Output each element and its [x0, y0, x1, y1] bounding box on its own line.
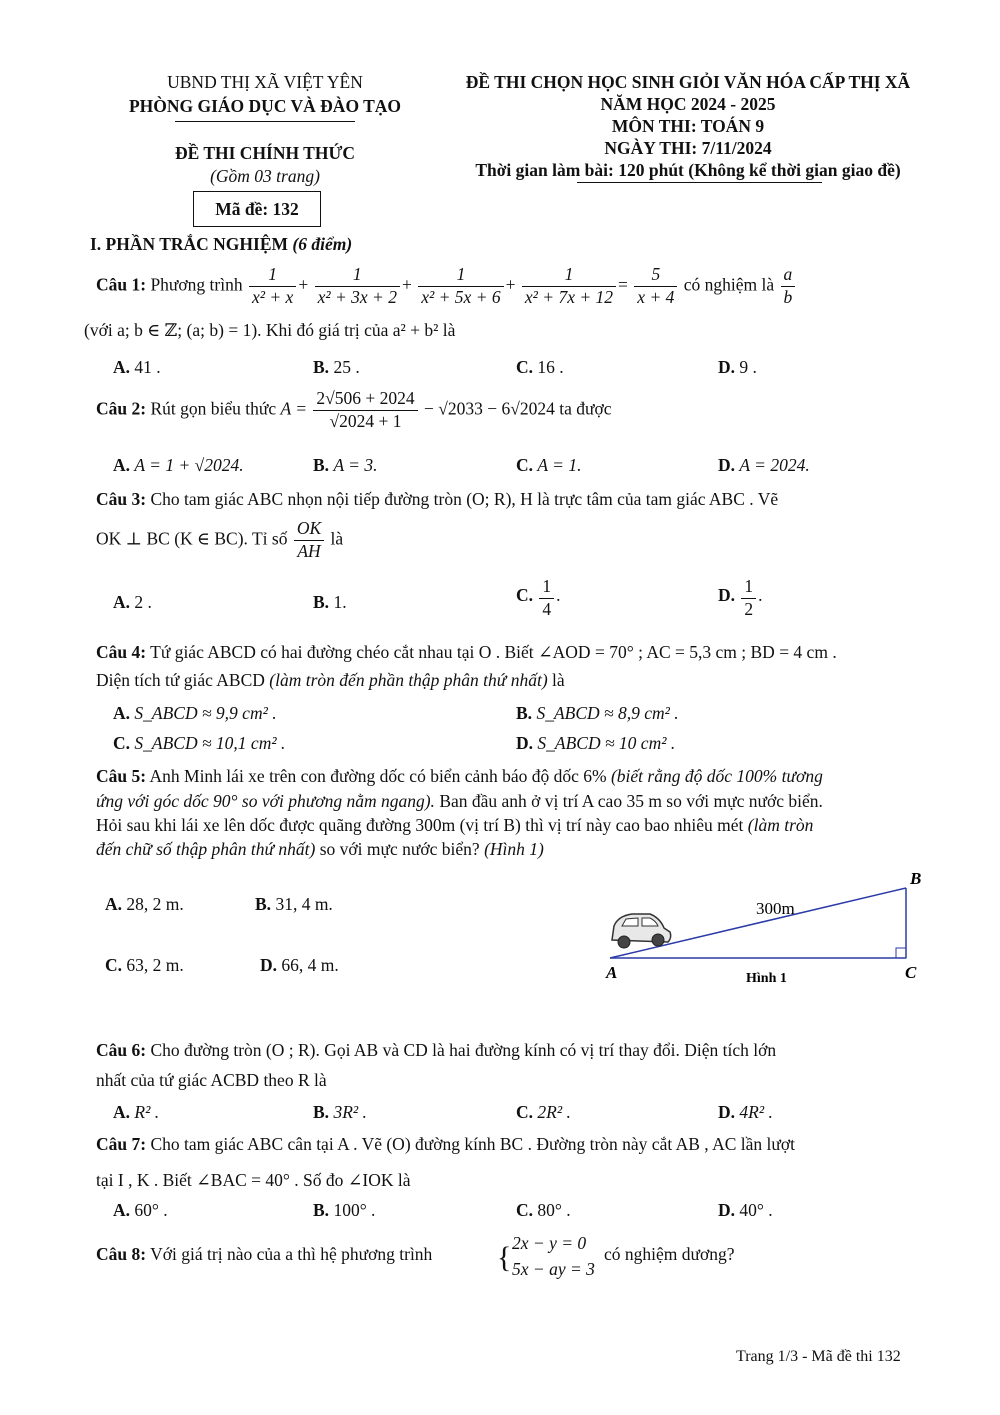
exam-code-box: Mã đề: 132 — [193, 191, 321, 227]
q3-option-c[interactable]: C. $\frac{1}{4}$ . — [516, 576, 561, 619]
q4-option-c[interactable]: C. S_ABCD ≈ 10,1 cm² . — [113, 733, 286, 753]
q6-option-d[interactable]: D. 4R² . — [718, 1102, 773, 1122]
q4-option-d[interactable]: D. S_ABCD ≈ 10 cm² . — [516, 733, 676, 753]
q1-option-c[interactable]: C. 16 . — [516, 357, 564, 377]
question-6: Câu 6: Cho đường tròn (O ; R). Gọi AB và CD là hai đường kính có vị trí thay đổi. Diện tích lớn — [96, 1040, 777, 1060]
header-left-underline — [175, 121, 355, 122]
figure-label-a: A — [606, 963, 618, 982]
q2-option-c[interactable]: C. A = 1. — [516, 455, 582, 475]
q1-term2: $\frac{1}{\text{x² + 3x + 2}}$ — [315, 264, 400, 309]
q3-option-b[interactable]: B. 1. — [313, 592, 347, 612]
q2-option-d[interactable]: D. A = 2024. — [718, 455, 810, 475]
page-footer: Trang 1/3 - Mã đề thi 132 — [736, 1348, 901, 1365]
q1-option-b[interactable]: B. 25 . — [313, 357, 360, 377]
section-title: I. PHẦN TRẮC NGHIỆM (6 điểm) — [90, 234, 353, 254]
q6-option-a[interactable]: A. R² . — [113, 1102, 160, 1122]
q1-line2: (với a; b ∈ ℤ; (a; b) = 1). Khi đó giá trị của a² + b² là — [84, 320, 456, 340]
system-brace: { — [497, 1241, 512, 1274]
figure-caption: Hình 1 — [746, 971, 787, 986]
q1-term1: $\frac{1}{\text{x² + x}}$ — [249, 264, 296, 309]
header-right-line2: NĂM HỌC 2024 - 2025 — [600, 94, 776, 114]
header-left-line2: PHÒNG GIÁO DỤC VÀ ĐÀO TẠO — [128, 96, 402, 116]
header-right-line5: Thời gian làm bài: 120 phút (Không kể thời gian giao đề) — [475, 160, 901, 180]
figure-label-c: C — [905, 963, 917, 982]
question-4: Câu 4: Tứ giác ABCD có hai đường chéo cắt nhau tại O . Biết ∠AOD = 70° ; AC = 5,3 cm ; BD = 4 cm . — [96, 642, 837, 662]
q7-option-a[interactable]: A. 60° . — [113, 1200, 168, 1220]
official-label: ĐỀ THI CHÍNH THỨC — [174, 143, 356, 163]
q5-option-c[interactable]: C. 63, 2 m. — [105, 955, 184, 975]
question-3: Câu 3: Cho tam giác ABC nhọn nội tiếp đường tròn (O; R), H là trực tâm của tam giác ABC . Vẽ — [96, 489, 779, 509]
question-5: Câu 5: Anh Minh lái xe trên con đường dốc có biển cảnh báo độ dốc 6% (biết rằng độ dốc 100% tương — [96, 766, 823, 786]
q5-option-a[interactable]: A. 28, 2 m. — [105, 894, 184, 914]
pages-note: (Gồm 03 trang) — [210, 166, 320, 186]
q3-option-d[interactable]: D. $\frac{1}{2}$ . — [718, 576, 763, 619]
car-icon — [612, 914, 671, 948]
question-1: Câu 1: Phương trình $\frac{1}{\text{x² + x}}$ + $\frac{1}{\text{x² + 3x + 2}}$ + $\frac{1}{\text{x² + 5x + 6}}$ + $\frac{1}{\text{x² + 7x + 12}}$ = $\frac{5}{x + 4}$ có nghiệm là $\frac{a}{b}$ — [96, 264, 936, 309]
q1-term4: $\frac{1}{\text{x² + 7x + 12}}$ — [522, 264, 616, 309]
question-8: Câu 8: Với giá trị nào của a thì hệ phương trình — [96, 1244, 433, 1264]
q4-option-a[interactable]: A. S_ABCD ≈ 9,9 cm² . — [113, 703, 277, 723]
q7-option-b[interactable]: B. 100° . — [313, 1200, 376, 1220]
q3-line2: OK ⊥ BC (K ∈ BC). Tỉ số $\frac{OK}{AH}$ là — [96, 518, 344, 561]
equation-1: 2x − y = 0 — [512, 1233, 587, 1253]
q1-option-a[interactable]: A. 41 . — [113, 357, 161, 377]
q6-option-b[interactable]: B. 3R² . — [313, 1102, 367, 1122]
q5-option-d[interactable]: D. 66, 4 m. — [260, 955, 339, 975]
equation-2: 5x − ay = 3 — [512, 1259, 595, 1279]
q7-option-c[interactable]: C. 80° . — [516, 1200, 571, 1220]
q8-tail: có nghiệm dương? — [604, 1244, 735, 1264]
right-angle-marker — [896, 948, 906, 958]
q1-term3: $\frac{1}{\text{x² + 5x + 6}}$ — [418, 264, 503, 309]
q1-answer-frac: $\frac{a}{b}$ — [781, 264, 796, 309]
q6-option-c[interactable]: C. 2R² . — [516, 1102, 571, 1122]
q7-option-d[interactable]: D. 40° . — [718, 1200, 773, 1220]
q3-option-a[interactable]: A. 2 . — [113, 592, 152, 612]
q5-line2: ứng với góc dốc 90° so với phương nằm ngang). Ban đầu anh ở vị trí A cao 35 m so với mực nước biển. — [96, 791, 823, 811]
q7-line2: tại I , K . Biết ∠BAC = 40° . Số đo ∠IOK là — [96, 1170, 411, 1190]
q5-line4: đến chữ số thập phân thứ nhất) so với mực nước biển? (Hình 1) — [96, 839, 544, 859]
header-right-line4: NGÀY THI: 7/11/2024 — [604, 138, 772, 158]
q5-line3: Hỏi sau khi lái xe lên dốc được quãng đường 300m (vị trí B) thì vị trí này cao bao nhiêu mét (làm tròn — [96, 815, 814, 835]
q2-fraction: $\frac{2√506 + 2024}{√2024 + 1}$ — [313, 388, 417, 433]
header-right-underline — [577, 182, 822, 183]
q6-line2: nhất của tứ giác ACBD theo R là — [96, 1070, 327, 1090]
q2-option-b[interactable]: B. A = 3. — [313, 455, 378, 475]
figure-distance-label: 300m — [756, 899, 795, 918]
question-2: Câu 2: Rút gọn biểu thức A = $\frac{2√506 + 2024}{√2024 + 1}$ − √2033 − 6√2024 ta được — [96, 388, 612, 431]
header-right-line3: MÔN THI: TOÁN 9 — [611, 116, 765, 136]
q2-option-a[interactable]: A. A = 1 + √2024. — [113, 455, 244, 475]
q4-option-b[interactable]: B. S_ABCD ≈ 8,9 cm² . — [516, 703, 679, 723]
question-7: Câu 7: Cho tam giác ABC cân tại A . Vẽ (O) đường kính BC . Đường tròn này cắt AB , AC lần lượt — [96, 1134, 795, 1154]
q4-line2: Diện tích tứ giác ABCD (làm tròn đến phần thập phân thứ nhất) là — [96, 670, 565, 690]
header-left-line1: UBND THỊ XÃ VIỆT YÊN — [167, 72, 363, 92]
header-right-line1: ĐỀ THI CHỌN HỌC SINH GIỎI VĂN HÓA CẤP THỊ XÃ — [465, 72, 911, 92]
figure-1-slope — [598, 862, 938, 992]
q1-option-d[interactable]: D. 9 . — [718, 357, 757, 377]
q3-ratio: $\frac{OK}{AH}$ — [294, 518, 324, 563]
figure-label-b: B — [910, 869, 922, 888]
q5-option-b[interactable]: B. 31, 4 m. — [255, 894, 333, 914]
system-equations — [512, 1230, 595, 1282]
q1-rhs: $\frac{5}{x + 4}$ — [634, 264, 677, 309]
